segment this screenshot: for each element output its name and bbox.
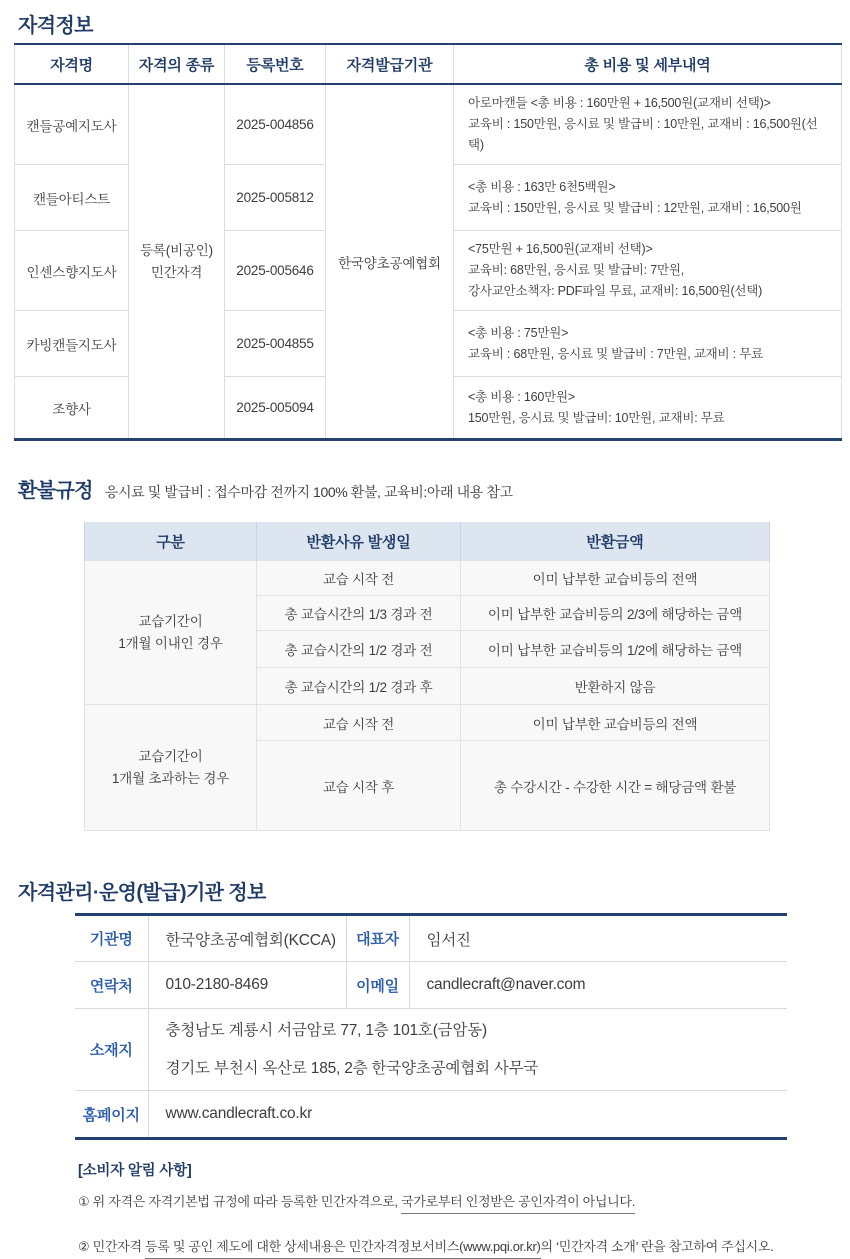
- table-row: [85, 705, 770, 741]
- reg-no-cell: 2025-005646: [225, 231, 326, 311]
- notice-title: [소비자 알림 사항]: [78, 1163, 192, 1179]
- cost-line: 아로마캔들 <총 비용 : 160만원 + 16,500원(교재비 선택)>: [468, 96, 771, 110]
- refund-amount-cell: 반환하지 않음: [461, 668, 770, 705]
- cost-line: 교육비 : 68만원, 응시료 및 발급비 : 7만원, 교재비 : 무료: [468, 346, 763, 361]
- address-label: 소재지: [75, 1009, 148, 1091]
- reg-no-cell: 2025-004855: [225, 311, 326, 377]
- org-name-value: 한국양초공예협회(KCCA): [148, 915, 346, 962]
- ceo-label: 대표자: [346, 915, 409, 962]
- note1-underlined-text: 국가로부터 인정받은 공인자격이 아닙니다.: [401, 1194, 635, 1214]
- table-row: [75, 1009, 787, 1091]
- refund-group2-label: [85, 705, 257, 831]
- qual-type-cell: [129, 84, 225, 440]
- cost-line: <총 비용 : 75만원>: [468, 325, 569, 340]
- ceo-value: 임서진: [409, 915, 787, 962]
- qual-name-cell: 카빙캔들지도사: [15, 311, 129, 377]
- address-value: [148, 1009, 787, 1091]
- qual-header-issuer: 자격발급기관: [326, 44, 454, 84]
- qual-type-line2: 민간자격: [150, 264, 203, 280]
- note2-underlined-text: 등록 및 공인 제도에 대한 상세내용은 민간자격정보서비스(www.pqi.or.kr): [145, 1239, 541, 1259]
- qual-name-cell: 인센스향지도사: [15, 231, 129, 311]
- email-label: 이메일: [346, 962, 409, 1009]
- contact-label: 연락처: [75, 962, 148, 1009]
- refund-when-cell: 교습 시작 후: [257, 741, 461, 831]
- qual-name-cell: 캔들아티스트: [15, 165, 129, 231]
- refund-section-title: 환불규정: [18, 480, 93, 502]
- org-name-label: 기관명: [75, 915, 148, 962]
- notice-item-2: [78, 1236, 850, 1255]
- homepage-label: 홈페이지: [75, 1091, 148, 1139]
- note2-text: ② 민간자격: [78, 1239, 146, 1254]
- qual-name-cell: 조향사: [15, 377, 129, 440]
- consumer-notice: [78, 1161, 850, 1255]
- group-label-line: 교습기간이: [138, 613, 203, 629]
- group-label-line: 1개월 이내인 경우: [118, 635, 223, 651]
- qual-header-name: 자격명: [15, 44, 129, 84]
- qual-section-title: 자격정보: [18, 15, 93, 37]
- refund-header-event-date: 반환사유 발생일: [257, 522, 461, 561]
- org-section-title: 자격관리·운영(발급)기관 정보: [18, 882, 266, 904]
- table-row: [75, 915, 787, 962]
- table-row: [15, 84, 842, 165]
- group-label-line: 교습기간이: [138, 748, 203, 764]
- cost-detail-cell: [454, 311, 842, 377]
- reg-no-cell: 2025-005094: [225, 377, 326, 440]
- reg-no-cell: 2025-005812: [225, 165, 326, 231]
- qual-header-cost: 총 비용 및 세부내역: [454, 44, 842, 84]
- contact-value: 010-2180-8469: [148, 962, 346, 1009]
- cost-line: 교육비 : 150만원, 응시료 및 발급비 : 10만원, 교재비 : 16,500원(선택): [468, 117, 818, 152]
- table-row: [75, 962, 787, 1009]
- cost-line: 교육비 : 150만원, 응시료 및 발급비 : 12만원, 교재비 : 16,500원: [468, 200, 802, 215]
- refund-table-header-row: [85, 522, 770, 561]
- cost-detail-cell: [454, 84, 842, 165]
- qual-issuer-cell: 한국양초공예협회: [326, 84, 454, 440]
- cost-line: 150만원, 응시료 및 발급비: 10만원, 교재비: 무료: [468, 410, 725, 425]
- org-info-table: [75, 913, 787, 1140]
- refund-section-header: [18, 477, 850, 505]
- cost-line: 교육비: 68만원, 응시료 및 발급비: 7만원,: [468, 263, 684, 277]
- table-row: [75, 1091, 787, 1139]
- note2-suffix-text: 의 ‘민간자격 소개’ 란을 참고하여 주십시오.: [540, 1239, 774, 1254]
- refund-amount-cell: 이미 납부한 교습비등의 전액: [461, 705, 770, 741]
- homepage-value: www.candlecraft.co.kr: [148, 1091, 787, 1139]
- refund-when-cell: 총 교습시간의 1/2 경과 전: [257, 631, 461, 668]
- cost-line: <총 비용 : 163만 6천5백원>: [468, 179, 616, 194]
- address-line1: 충청남도 계룡시 서금암로 77, 1층 101호(금암동): [165, 1021, 487, 1039]
- email-value: candlecraft@naver.com: [409, 962, 787, 1009]
- refund-header-category: 구분: [85, 522, 257, 561]
- group-label-line: 1개월 초과하는 경우: [111, 770, 230, 786]
- qual-table-header-row: [15, 44, 842, 84]
- cost-line: 강사교안소책자: PDF파일 무료, 교재비: 16,500원(선택): [468, 284, 763, 298]
- refund-group1-label: [85, 561, 257, 705]
- address-line2: 경기도 부천시 옥산로 185, 2층 한국양초공예협회 사무국: [165, 1059, 539, 1077]
- refund-when-cell: 총 교습시간의 1/2 경과 후: [257, 668, 461, 705]
- table-row: [85, 561, 770, 596]
- refund-subtitle: 응시료 및 발급비 : 접수마감 전까지 100% 환불, 교육비:아래 내용 참고: [104, 484, 513, 500]
- refund-when-cell: 교습 시작 전: [257, 561, 461, 596]
- refund-when-cell: 총 교습시간의 1/3 경과 전: [257, 596, 461, 631]
- cost-detail-cell: [454, 165, 842, 231]
- refund-header-amount: 반환금액: [461, 522, 770, 561]
- refund-amount-cell: 이미 납부한 교습비등의 2/3에 해당하는 금액: [461, 596, 770, 631]
- cost-detail-cell: [454, 231, 842, 311]
- refund-table: [84, 522, 770, 831]
- refund-when-cell: 교습 시작 전: [257, 705, 461, 741]
- refund-amount-cell: 총 수강시간 - 수강한 시간 = 해당금액 환불: [461, 741, 770, 831]
- notice-item-1: [78, 1191, 850, 1210]
- refund-amount-cell: 이미 납부한 교습비등의 전액: [461, 561, 770, 596]
- cost-detail-cell: [454, 377, 842, 440]
- qual-table: [14, 43, 842, 441]
- refund-amount-cell: 이미 납부한 교습비등의 1/2에 해당하는 금액: [461, 631, 770, 668]
- qual-type-line1: 등록(비공인): [140, 242, 213, 258]
- qual-header-regno: 등록번호: [225, 44, 326, 84]
- reg-no-cell: 2025-004856: [225, 84, 326, 165]
- note1-text: ① 위 자격은 자격기본법 규정에 따라 등록한 민간자격으로,: [78, 1194, 402, 1209]
- cost-line: <75만원 + 16,500원(교재비 선택)>: [468, 242, 653, 256]
- qual-header-type: 자격의 종류: [129, 44, 225, 84]
- cost-line: <총 비용 : 160만원>: [468, 389, 575, 404]
- qual-name-cell: 캔들공예지도사: [15, 84, 129, 165]
